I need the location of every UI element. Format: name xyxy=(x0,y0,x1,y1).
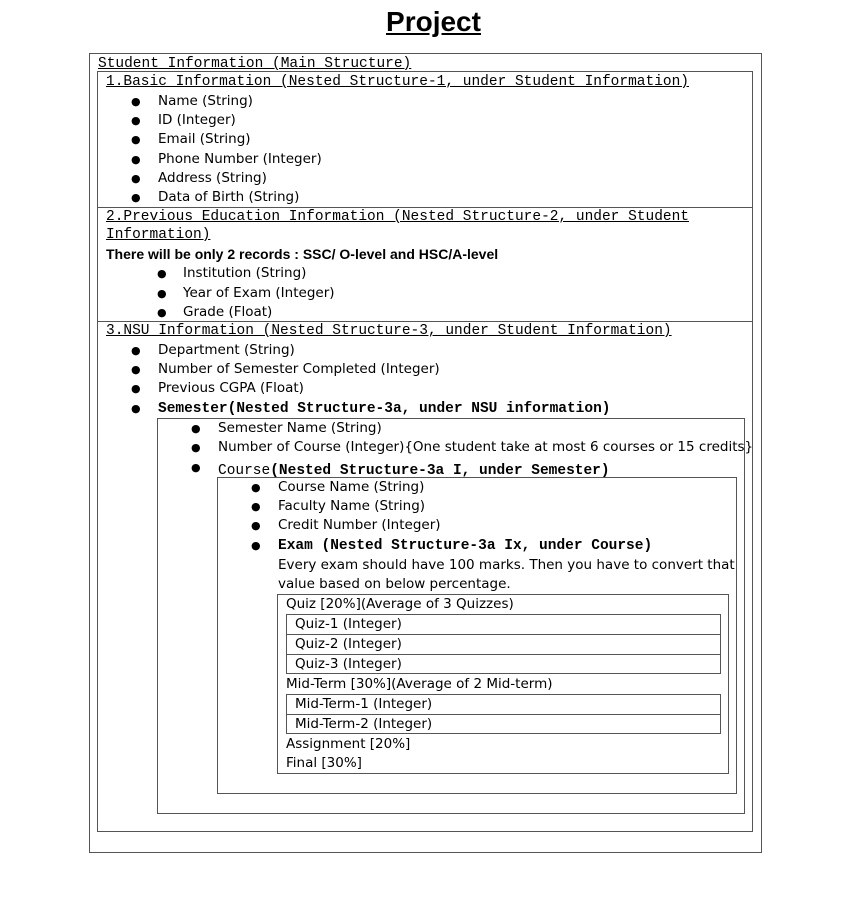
semester-label: Semester(Nested Structure-3a, under NSU information) xyxy=(158,401,611,417)
bullet-icon: ● xyxy=(131,363,141,376)
list-item: Department (String) xyxy=(158,342,295,358)
page-title: Project xyxy=(386,6,481,37)
midterm-item: Mid-Term-2 (Integer) xyxy=(295,716,433,732)
list-item: Number of Course (Integer){One student take at most 6 courses or 15 credits} xyxy=(218,439,754,455)
bullet-icon: ● xyxy=(251,539,261,552)
list-item: Grade (Float) xyxy=(183,304,273,320)
list-item: Data of Birth (String) xyxy=(158,189,300,205)
list-item: Institution (String) xyxy=(183,265,307,281)
course-structure-label: (Nested Structure-3a I, under Semester) xyxy=(270,463,610,479)
bullet-icon: ● xyxy=(131,133,141,146)
nsu-info-heading: 3.NSU Information (Nested Structure-3, under Student Information) xyxy=(106,323,672,339)
exam-note-cont: value based on below percentage. xyxy=(278,576,511,592)
list-item: Address (String) xyxy=(158,170,267,186)
bullet-icon: ● xyxy=(131,153,141,166)
bullet-icon: ● xyxy=(157,267,167,280)
assignment-label: Assignment [20%] xyxy=(286,736,411,752)
course-word: Course xyxy=(218,463,271,479)
bullet-icon: ● xyxy=(191,422,201,435)
exam-note: Every exam should have 100 marks. Then you have to convert that xyxy=(278,557,735,573)
list-item: Year of Exam (Integer) xyxy=(183,285,335,301)
midterm-heading: Mid-Term [30%](Average of 2 Mid-term) xyxy=(286,676,553,692)
list-item: Credit Number (Integer) xyxy=(278,517,441,533)
previous-education-heading-cont: Information) xyxy=(106,227,211,243)
bullet-icon: ● xyxy=(251,481,261,494)
previous-education-heading: 2.Previous Education Information (Nested Structure-2, under Student xyxy=(106,209,689,225)
bullet-icon: ● xyxy=(251,519,261,532)
exam-label: Exam (Nested Structure-3a Ix, under Course) xyxy=(278,538,653,554)
bullet-icon: ● xyxy=(157,306,167,319)
previous-education-note: There will be only 2 records : SSC/ O-level and HSC/A-level xyxy=(106,246,499,262)
basic-info-heading: 1.Basic Information (Nested Structure-1, under Student Information) xyxy=(106,74,689,90)
bullet-icon: ● xyxy=(191,441,201,454)
bullet-icon: ● xyxy=(131,382,141,395)
quiz-heading: Quiz [20%](Average of 3 Quizzes) xyxy=(286,596,514,612)
bullet-icon: ● xyxy=(131,114,141,127)
list-item: Course Name (String) xyxy=(278,479,425,495)
bullet-icon: ● xyxy=(131,191,141,204)
bullet-icon: ● xyxy=(131,344,141,357)
quiz-item: Quiz-1 (Integer) xyxy=(295,616,402,632)
midterm-item: Mid-Term-1 (Integer) xyxy=(295,696,433,712)
bullet-icon: ● xyxy=(191,461,201,474)
list-item: Semester Name (String) xyxy=(218,420,382,436)
list-item: Faculty Name (String) xyxy=(278,498,426,514)
bullet-icon: ● xyxy=(131,402,141,415)
bullet-icon: ● xyxy=(157,287,167,300)
list-item: Email (String) xyxy=(158,131,251,147)
main-structure-heading: Student Information (Main Structure) xyxy=(98,56,412,72)
quiz-item: Quiz-2 (Integer) xyxy=(295,636,402,652)
bullet-icon: ● xyxy=(131,95,141,108)
quiz-item: Quiz-3 (Integer) xyxy=(295,656,402,672)
list-item: Previous CGPA (Float) xyxy=(158,380,304,396)
bullet-icon: ● xyxy=(251,500,261,513)
list-item: Name (String) xyxy=(158,93,253,109)
bullet-icon: ● xyxy=(131,172,141,185)
final-label: Final [30%] xyxy=(286,755,362,771)
list-item: ID (Integer) xyxy=(158,112,236,128)
list-item: Number of Semester Completed (Integer) xyxy=(158,361,440,377)
list-item: Phone Number (Integer) xyxy=(158,151,322,167)
